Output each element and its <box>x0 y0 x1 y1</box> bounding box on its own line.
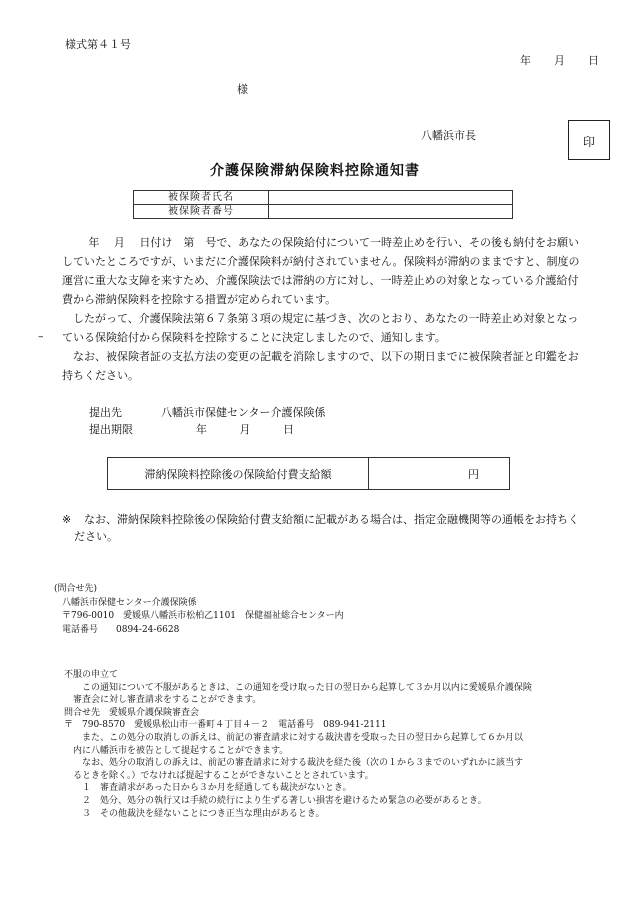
payment-amount-label: 滞納保険料控除後の保険給付費支給額 <box>108 458 369 490</box>
appeal-line: また、この処分の取消しの訴えは、前記の審査請求に対する裁決書を受取った日の翌日から起算して６か月以 <box>82 732 524 743</box>
appeal-line: 審査会に対し審査請求をすることができます。 <box>73 695 262 706</box>
insured-info-table <box>133 190 513 219</box>
note-mark: ※ <box>62 513 72 526</box>
seal-box <box>568 120 610 160</box>
seal-mark: 印 <box>582 135 595 149</box>
margin-mark: – <box>38 330 44 343</box>
document-title: 介護保険滞納保険料控除通知書 <box>210 163 420 179</box>
appeal-line: なお、処分の取消しの訴えは、前記の審査請求に対する裁決を経た後（次の１から３までのいずれかに該当す <box>82 758 524 769</box>
appeal-line: 内に八幡浜市を被告として提起することができます。 <box>73 745 289 756</box>
insured-number-field[interactable] <box>269 205 513 219</box>
body-paragraph-3: なお、被保険者証の支払方法の変更の記載を消除しますので、以下の期日までに被保険者証と印鑑をお持ちください。 <box>62 350 579 382</box>
contact-heading: (問合せ先) <box>54 584 98 594</box>
deadline-value: 年 月 日 <box>196 423 300 436</box>
addressee: 様 <box>237 83 248 96</box>
appeal-address-line: 〒 790-8570 愛媛県松山市一番町４丁目４－２ 電話番号 089-941-2111 <box>64 720 387 731</box>
insured-name-label: 被保険者氏名 <box>134 191 269 205</box>
form-number: 様式第４１号 <box>65 38 131 51</box>
body-paragraph-1: 年 月 日付け 第 号で、あなたの保険給付について一時差止めを行い、その後も納付をお願いしていたところですが、いまだに介護保険料が納付されていません。保険料が滞納のままですと、制度の運営に重大な支障を来すため、介護保険法では滞納の方に対し、一時差止めの対象となっている介護給付費から滞納保険料を控除する措置が定められています。 <box>62 236 580 306</box>
insured-name-row <box>134 191 513 205</box>
appeal-line: るときを除く。）でなければ提起することができないこととされています。 <box>73 770 374 781</box>
payment-amount-table <box>107 457 510 490</box>
bankbook-note <box>62 511 584 545</box>
contact-address: 〒796-0010 愛媛県八幡浜市松柏乙1101 保健福祉総合センター内 <box>62 611 344 621</box>
insured-number-label: 被保険者番号 <box>134 205 269 219</box>
payment-amount-field[interactable] <box>369 458 510 490</box>
destination-label: 提出先 <box>89 406 122 419</box>
payment-amount-row <box>108 458 510 490</box>
note-text: なお、滞納保険料控除後の保険給付費支給額に記載がある場合は、指定金融機関等の通帳をお持ちください。 <box>74 513 579 543</box>
appeal-heading: 不服の申立て <box>64 670 119 680</box>
appeal-notice <box>64 669 594 820</box>
contact-phone: 電話番号 0894-24-6628 <box>62 624 180 635</box>
deadline-label: 提出期限 <box>89 423 133 436</box>
appeal-contact-line: 問合せ先 愛媛県介護保険審査会 <box>64 707 200 718</box>
notice-body <box>62 233 584 385</box>
appeal-line: この通知について不服があるときは、この通知を受け取った日の翌日から起算して３か月以内に愛媛県介護保険 <box>82 682 532 693</box>
issue-date: 年 月 日 <box>520 54 605 67</box>
yen-unit: 円 <box>468 467 479 481</box>
insured-number-row <box>134 205 513 219</box>
contact-office: 八幡浜市保健センター介護保険係 <box>62 597 197 608</box>
issuer-name: 八幡浜市長 <box>421 129 476 142</box>
appeal-condition-3: ３ その他裁決を経ないことにつき正当な理由があるとき。 <box>82 808 325 819</box>
appeal-condition-1: １ 審査請求があった日から３か月を経過しても裁決がないとき。 <box>82 783 352 794</box>
insured-name-field[interactable] <box>269 191 513 205</box>
destination-value: 八幡浜市保健センター介護保険係 <box>161 406 326 419</box>
body-paragraph-2: したがって、介護保険法第６７条第３項の規定に基づき、次のとおり、あなたの一時差止め対象となっている保険給付から保険料を控除することに決定しましたので、通知します。 <box>62 312 579 344</box>
contact-block <box>54 583 344 637</box>
appeal-condition-2: ２ 処分、処分の執行又は手続の続行により生ずる著しい損害を避けるため緊急の必要があるとき。 <box>82 795 487 806</box>
